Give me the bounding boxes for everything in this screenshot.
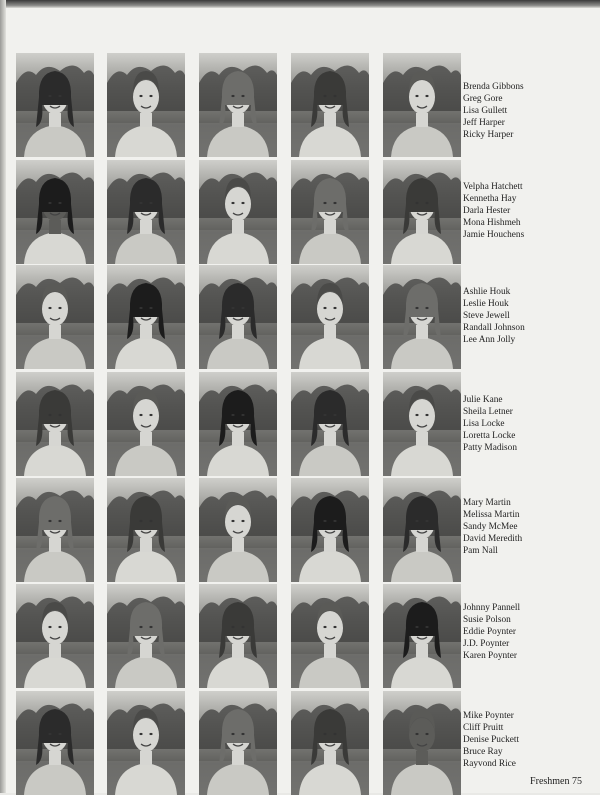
- portrait-row: [16, 478, 453, 582]
- row-name-list: [463, 497, 593, 557]
- student-name: Darla Hester: [463, 206, 511, 216]
- page-footer: [530, 776, 582, 787]
- portrait-row: [16, 265, 453, 369]
- footer-section: Freshmen: [530, 776, 570, 787]
- portrait-row: [16, 584, 453, 688]
- student-name: Eddie Poynter: [463, 627, 516, 637]
- student-name: Karen Poynter: [463, 651, 517, 661]
- student-portrait-photo: [107, 160, 185, 264]
- student-name: Bruce Ray: [463, 747, 503, 757]
- student-name: Jeff Harper: [463, 118, 505, 128]
- student-name: Ricky Harper: [463, 130, 514, 140]
- student-portrait-photo: [199, 584, 277, 688]
- student-portrait-photo: [16, 53, 94, 157]
- student-name: Velpha Hatchett: [463, 182, 523, 192]
- portrait-row: [16, 160, 453, 264]
- student-portrait-photo: [291, 478, 369, 582]
- student-name: Steve Jewell: [463, 311, 510, 321]
- student-name: Leslie Houk: [463, 299, 509, 309]
- student-portrait-photo: [16, 160, 94, 264]
- student-name: Johnny Pannell: [463, 603, 521, 613]
- student-portrait-photo: [383, 160, 461, 264]
- row-name-list: [463, 181, 593, 241]
- student-portrait-photo: [291, 160, 369, 264]
- student-portrait-photo: [383, 53, 461, 157]
- student-portrait-photo: [107, 372, 185, 476]
- student-name: Lisa Locke: [463, 419, 505, 429]
- student-portrait-photo: [383, 584, 461, 688]
- student-portrait-photo: [199, 478, 277, 582]
- student-portrait-photo: [107, 691, 185, 795]
- page-top-edge: [0, 0, 600, 8]
- student-portrait-photo: [291, 53, 369, 157]
- row-name-list: [463, 286, 593, 346]
- student-name: Patty Madison: [463, 443, 517, 453]
- student-portrait-photo: [16, 372, 94, 476]
- student-portrait-photo: [107, 478, 185, 582]
- page-binding-edge: [0, 0, 6, 793]
- student-portrait-photo: [107, 584, 185, 688]
- student-name: J.D. Poynter: [463, 639, 510, 649]
- student-portrait-photo: [199, 691, 277, 795]
- student-portrait-photo: [291, 265, 369, 369]
- student-portrait-photo: [199, 160, 277, 264]
- student-portrait-photo: [16, 478, 94, 582]
- student-name: Mary Martin: [463, 498, 511, 508]
- student-name: Susie Polson: [463, 615, 511, 625]
- student-name: Ashlie Houk: [463, 287, 511, 297]
- student-name: Kennetha Hay: [463, 194, 517, 204]
- student-name: Jamie Houchens: [463, 230, 525, 240]
- portrait-row: [16, 691, 453, 795]
- student-portrait-photo: [107, 265, 185, 369]
- student-name: Julie Kane: [463, 395, 503, 405]
- student-name: Rayvond Rice: [463, 759, 516, 769]
- portrait-row: [16, 53, 453, 157]
- row-name-list: [463, 394, 593, 454]
- student-name: Sandy McMee: [463, 522, 518, 532]
- footer-page-number: 75: [572, 776, 582, 787]
- student-portrait-photo: [16, 265, 94, 369]
- portrait-row: [16, 372, 453, 476]
- row-name-list: [463, 81, 593, 141]
- student-portrait-photo: [107, 53, 185, 157]
- student-portrait-photo: [16, 584, 94, 688]
- student-name: Mona Hishmeh: [463, 218, 521, 228]
- student-name: Denise Puckett: [463, 735, 520, 745]
- student-name: Randall Johnson: [463, 323, 525, 333]
- student-name: Pam Nall: [463, 546, 498, 556]
- student-name: Brenda Gibbons: [463, 82, 524, 92]
- student-portrait-photo: [291, 584, 369, 688]
- student-name: Cliff Pruitt: [463, 723, 504, 733]
- student-name: Melissa Martin: [463, 510, 520, 520]
- student-name: Lee Ann Jolly: [463, 335, 516, 345]
- student-name: Greg Gore: [463, 94, 503, 104]
- student-portrait-photo: [383, 691, 461, 795]
- student-name: Lisa Gullett: [463, 106, 508, 116]
- student-name: Loretta Locke: [463, 431, 516, 441]
- student-name: Mike Poynter: [463, 711, 514, 721]
- student-portrait-photo: [383, 478, 461, 582]
- student-portrait-photo: [383, 265, 461, 369]
- student-portrait-photo: [199, 372, 277, 476]
- student-portrait-photo: [16, 691, 94, 795]
- student-name: Sheila Letner: [463, 407, 513, 417]
- student-name: David Meredith: [463, 534, 523, 544]
- student-portrait-photo: [291, 691, 369, 795]
- student-portrait-photo: [291, 372, 369, 476]
- student-portrait-photo: [383, 372, 461, 476]
- student-portrait-photo: [199, 53, 277, 157]
- row-name-list: [463, 710, 593, 770]
- row-name-list: [463, 602, 593, 662]
- student-portrait-photo: [199, 265, 277, 369]
